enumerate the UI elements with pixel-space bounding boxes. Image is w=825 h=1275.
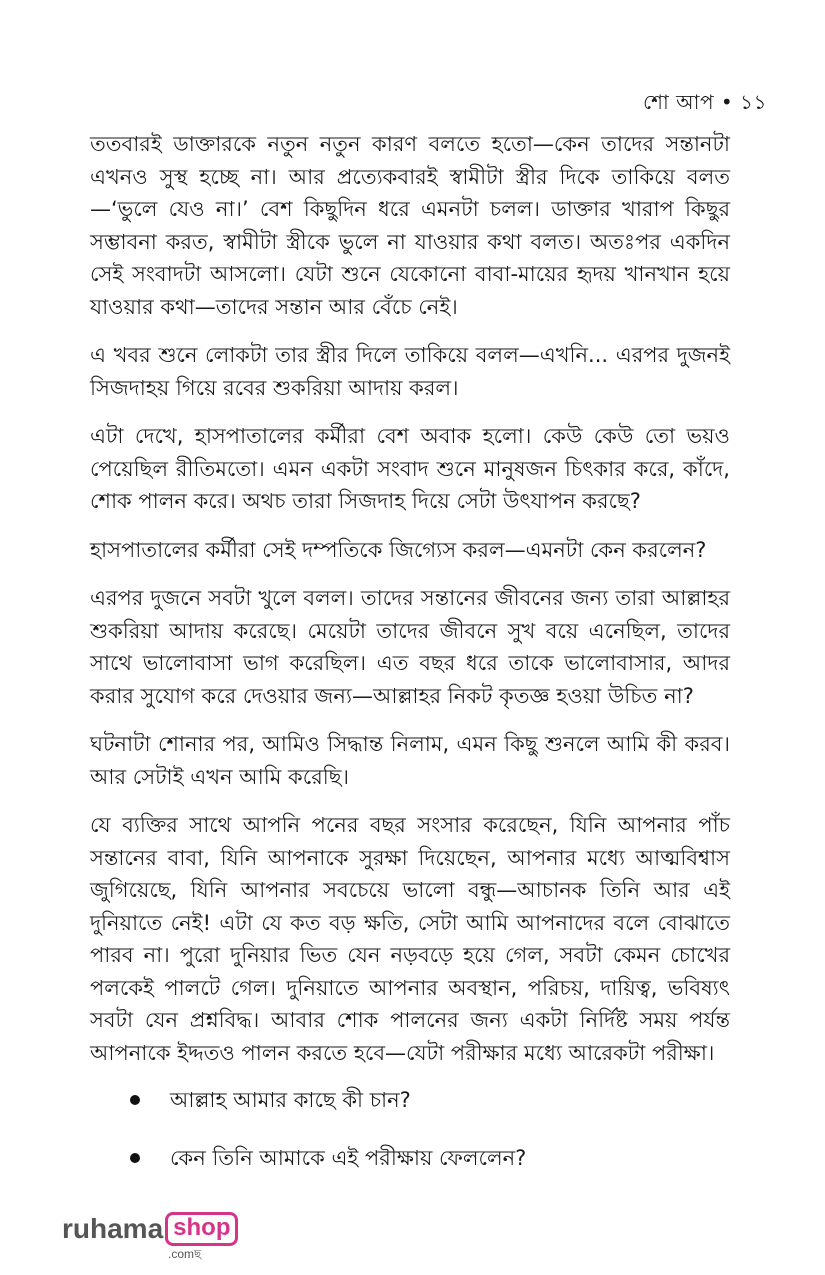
paragraph: ঘটনাটা শোনার পর, আমিও সিদ্ধান্ত নিলাম, এমন কিছু শুনলে আমি কী করব। আর সেটাই এখন আমি করেছি। [90,732,730,789]
page-body [90,128,730,1201]
list-item [90,1085,730,1115]
paragraph: এরপর দুজনে সবটা খুলে বলল। তাদের সন্তানের জীবনের জন্য তারা আল্লাহর শুকরিয়া আদায় করেছে। মেয়েটা তাদের জীবনে সুখ বয়ে এনেছিল, তাদের সাথে ভালোবাসা ভাগ করেছিল। এত বছর ধরে তাকে ভালোবাসার, আদর করার সুযোগ করে দেওয়ার জন্য—আল্লাহর নিকট কৃতজ্ঞ হওয়া উচিত না? [90,586,730,708]
logo-word-ruhama: ruhama [62,1213,164,1244]
paragraph: যে ব্যক্তির সাথে আপনি পনের বছর সংসার করেছেন, যিনি আপনার পাঁচ সন্তানের বাবা, যিনি আপনাকে সুরক্ষা দিয়েছেন, আপনার মধ্যে আত্মবিশ্বাস জুগিয়েছে, যিনি আপনার সবচেয়ে ভালো বন্ধু—আচানক তিনি আর এই দুনিয়াতে নেই! এটা যে কত বড় ক্ষতি, সেটা আমি আপনাদের বলে বোঝাতে পারব না। পুরো দুনিয়ার ভিত যেন নড়বড়ে হয়ে গেল, সবটা কেমন চোখের পলকেই পালটে গেল। দুনিয়াতে আপনার অবস্থান, পরিচয়, দায়িত্ব, ভবিষ্যৎ সবটা যেন প্রশ্নবিদ্ধ। আবার শোক পালনের জন্য একটা নির্দিষ্ট সময় পর্যন্ত আপনাকে ইদ্দতও পালন করতে হবে—যেটা পরীক্ষার মধ্যে আরেকটা পরীক্ষা। [90,813,730,1065]
paragraph: হাসপাতালের কর্মীরা সেই দম্পতিকে জিগ্যেস করল—এমনটা কেন করলেন? [90,537,707,562]
logo-word-shop: shop [165,1212,238,1246]
paragraph: এটা দেখে, হাসপাতালের কর্মীরা বেশ অবাক হলো। কেউ কেউ তো ভয়ও পেয়েছিল রীতিমতো। এমন একটা সংবাদ শুনে মানুষজন চিৎকার করে, কাঁদে, শোক পালন করে। অথচ তারা সিজদাহ দিয়ে সেটা উৎযাপন করছে? [90,424,730,513]
bullet-icon [130,1095,140,1105]
list-item-text: আল্লাহ আমার কাছে কী চান? [170,1088,411,1112]
running-head: শো আপ • ১১ [643,90,767,114]
logo-suffix: .comছ [168,1247,202,1261]
paragraph: এ খবর শুনে লোকটা তার স্ত্রীর দিলে তাকিয়ে বলল—এখনি... এরপর দুজনই সিজদাহয় গিয়ে রবের শুকরিয়া আদায় করল। [90,343,730,400]
bullet-list [90,1085,730,1173]
paragraph: ততবারই ডাক্তারকে নতুন নতুন কারণ বলতে হতো—কেন তাদের সন্তানটা এখনও সুস্থ হচ্ছে না। আর প্রত্যেকবারই স্বামীটা স্ত্রীর দিকে তাকিয়ে বলত—‘ভুলে যেও না।’ বেশ কিছুদিন ধরে এমনটা চলল। ডাক্তার খারাপ কিছুর সম্ভাবনা করত, স্বামীটা স্ত্রীকে ভুলে না যাওয়ার কথা বলত। অতঃপর একদিন সেই সংবাদটা আসলো। যেটা শুনে যেকোনো বাবা-মায়ের হৃদয় খানখান হয়ে যাওয়ার কথা—তাদের সন্তান আর বেঁচে নেই। [90,132,730,319]
bullet-icon [130,1153,140,1163]
list-item-text: কেন তিনি আমাকে এই পরীক্ষায় ফেললেন? [170,1146,527,1170]
list-item [90,1143,730,1173]
ruhama-shop-logo [62,1212,238,1262]
